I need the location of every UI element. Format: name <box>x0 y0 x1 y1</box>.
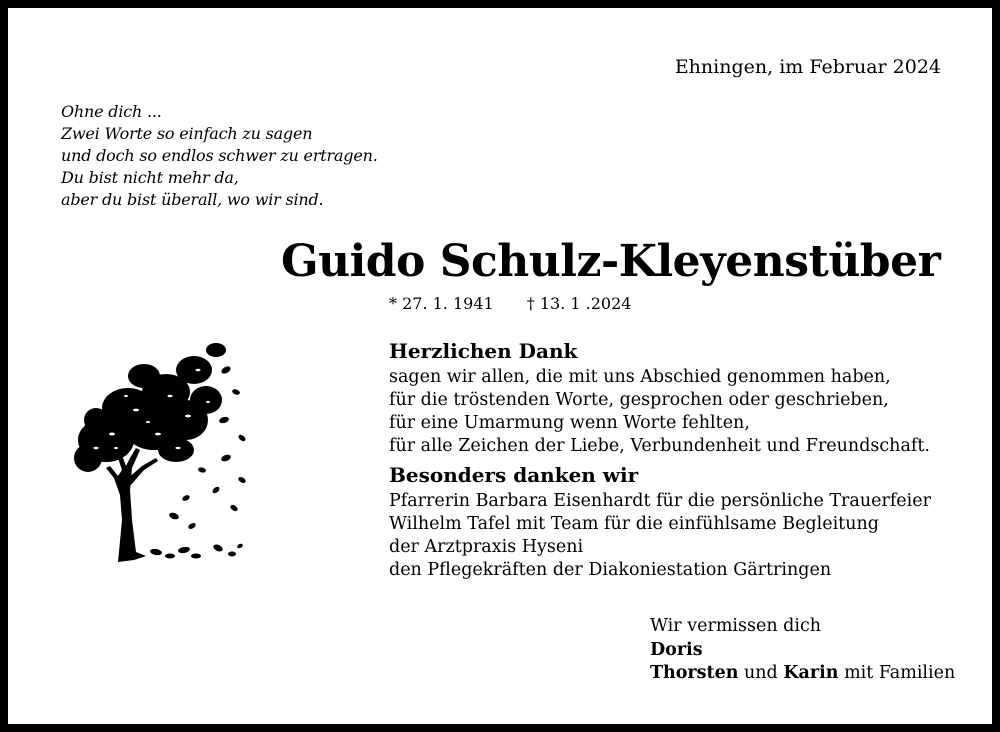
thanks-heading: Herzlichen Dank <box>389 339 578 363</box>
thanks-line: für eine Umarmung wenn Worte fehlten, <box>389 413 750 433</box>
signature-conjunction: und <box>744 663 778 683</box>
signature-name-line <box>650 639 955 663</box>
life-dates <box>389 293 631 315</box>
special-thanks-line: der Arztpraxis Hyseni <box>389 537 584 557</box>
poem <box>61 101 378 211</box>
thanks-line: sagen wir allen, die mit uns Abschied genommen haben, <box>389 367 891 387</box>
poem-line: Zwei Worte so einfach zu sagen <box>61 124 313 143</box>
signature-name-line <box>650 662 955 686</box>
birth-date: * 27. 1. 1941 <box>389 294 494 313</box>
poem-line: Ohne dich ... <box>61 102 162 121</box>
place-date: Ehningen, im Februar 2024 <box>674 56 941 78</box>
signature-intro: Wir vermissen dich <box>650 616 822 636</box>
special-thanks-line: Pfarrerin Barbara Eisenhardt für die persönliche Trauerfeier <box>389 491 931 511</box>
special-thanks-line: Wilhelm Tafel mit Team für die einfühlsame Begleitung <box>389 514 879 534</box>
windblown-tree-icon <box>66 330 256 565</box>
special-thanks-heading: Besonders danken wir <box>389 463 639 487</box>
signature-name: Karin <box>783 663 839 683</box>
signature <box>650 615 955 686</box>
thanks-line: für alle Zeichen der Liebe, Verbundenheit und Freundschaft. <box>389 436 930 456</box>
deceased-name: Guido Schulz-Kleyenstüber <box>281 236 941 287</box>
death-date: † 13. 1 .2024 <box>526 294 632 313</box>
poem-line: Du bist nicht mehr da, <box>61 168 239 187</box>
poem-line: und doch so endlos schwer zu ertragen. <box>61 146 378 165</box>
signature-name: Thorsten <box>650 663 739 683</box>
poem-line: aber du bist überall, wo wir sind. <box>61 190 324 209</box>
signature-name: Doris <box>650 639 703 660</box>
special-thanks-line: den Pflegekräften der Diakoniestation Gärtringen <box>389 560 832 580</box>
message-body <box>389 336 931 582</box>
thanks-line: für die tröstenden Worte, gesprochen oder geschrieben, <box>389 390 889 410</box>
signature-suffix: mit Familien <box>844 663 956 683</box>
